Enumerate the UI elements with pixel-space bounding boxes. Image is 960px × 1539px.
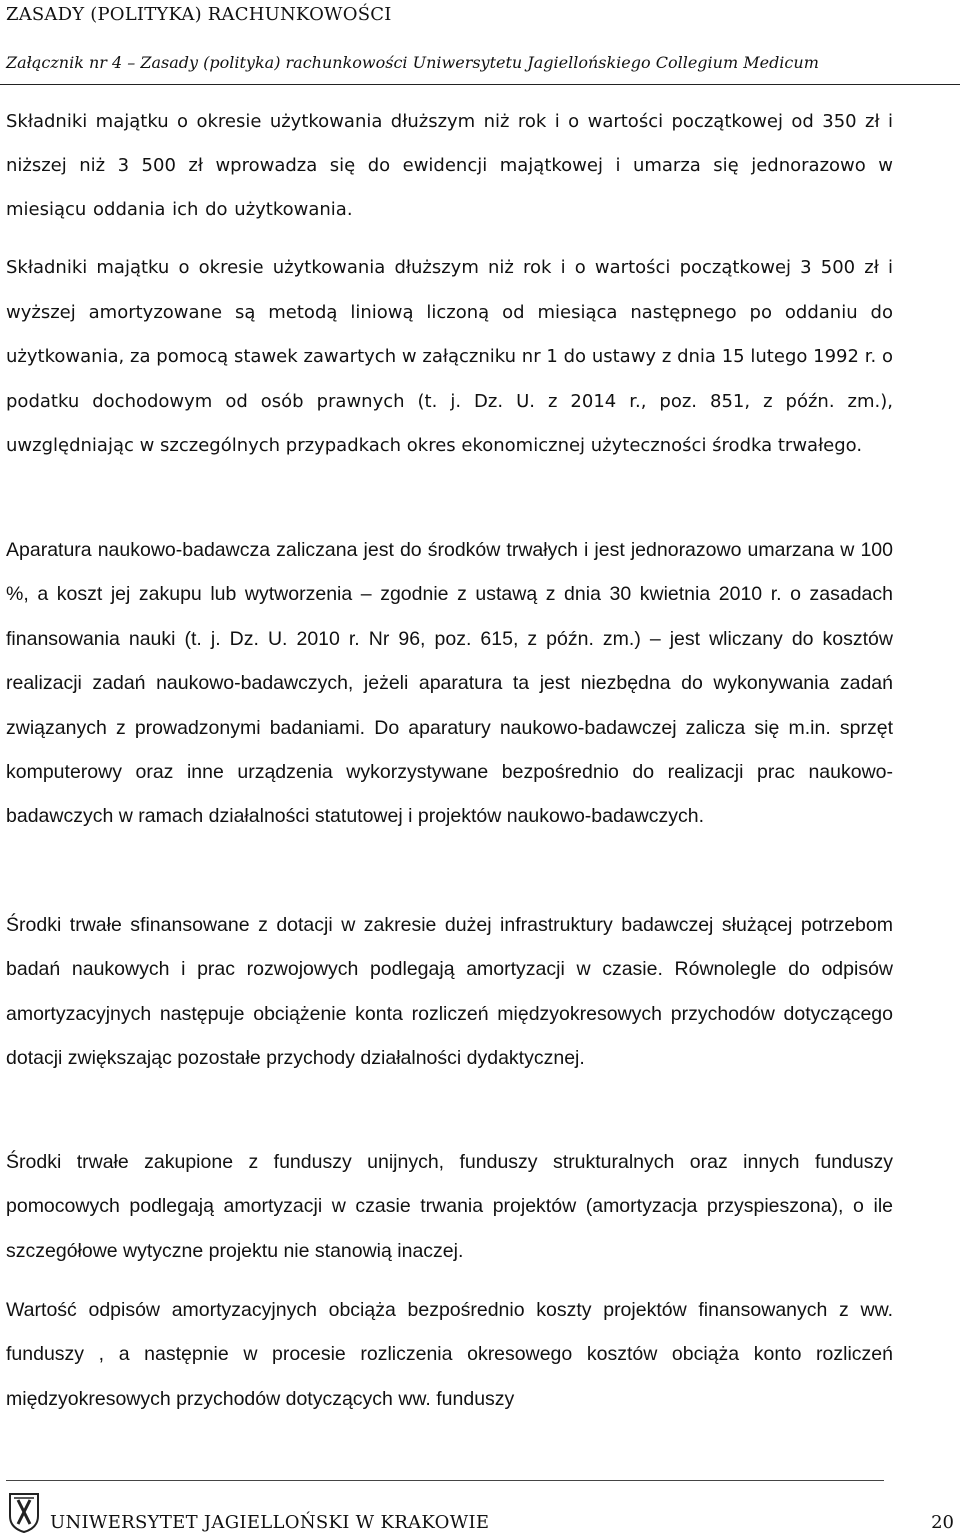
university-crest-icon [6,1490,42,1534]
paragraph-grant-funded-assets: Środki trwałe sfinansowane z dotacji w zakresie dużej infrastruktury badawczej służącej potrzebom badań naukowych i prac rozwojowych podlegają amortyzacji w czasie. Równolegle do odpisów amortyzacyjnych następuje obciążenie konta rozliczeń międzyokresowych przychodów dotyczącego dotacji zwiększając pozostałe przychody działalności dydaktycznej. [6,914,893,1070]
paragraph-depreciation-charges: Wartość odpisów amortyzacyjnych obciąża bezpośrednio koszty projektów finansowanych z ww. funduszy , a następnie w procesie rozliczenia okresowego kosztów obciąża konto rozliczeń międzyokresowych przychodów dotyczących ww. funduszy [6,1299,893,1410]
paragraph-eu-funded-assets: Środki trwałe zakupione z funduszy unijnych, funduszy strukturalnych oraz innych funduszy pomocowych podlegają amortyzacji w czasie trwania projektów (amortyzacja przyspieszona), o ile szczegółowe wytyczne projektu nie stanowią inaczej. [6,1151,893,1262]
paragraph-low-value-assets: Składniki majątku o okresie użytkowania dłuższym niż rok i o wartości początkowej od 350 zł i niższej niż 3 500 zł wprowadza się do ewidencji majątkowej i umarza się jednorazowo w miesiącu oddania ich do użytkowania. [6,111,893,220]
paragraph-depreciation-method: Składniki majątku o okresie użytkowania dłuższym niż rok i o wartości początkowej 3 500 zł i wyższej amortyzowane są metodą liniową liczoną od miesiąca następnego po oddaniu do użytkowania, za pomocą stawek zawartych w załączniku nr 1 do ustawy z dnia 15 lutego 1992 r. o podatku dochodowym od osób prawnych (t. j. Dz. U. z 2014 r., poz. 851, z późn. zm.), uwzględniając w szczególnych przypadkach okres ekonomicznej użyteczności środka trwałego. [6,257,893,456]
header-divider [0,84,960,85]
footer-divider [6,1480,884,1481]
footer-university-name: UNIWERSYTET JAGIELLOŃSKI W KRAKOWIE [50,1512,490,1533]
page-number: 20 [931,1512,954,1533]
paragraph-research-equipment: Aparatura naukowo-badawcza zaliczana jest do środków trwałych i jest jednorazowo umarzana w 100 %, a koszt jej zakupu lub wytworzenia – zgodnie z ustawą z dnia 30 kwietnia 2010 r. o zasadach finansowania nauki (t. j. Dz. U. 2010 r. Nr 96, poz. 615, z późn. zm.) – jest wliczany do kosztów realizacji zadań naukowo-badawczych, jeżeli aparatura ta jest niezbędna do wykonywania zadań związanych z prowadzonymi badaniami. Do aparatury naukowo-badawczej zalicza się m.in. sprzęt komputerowy oraz inne urządzenia wykorzystywane bezpośrednio do realizacji prac naukowo-badawczych w ramach działalności statutowej i projektów naukowo-badawczych. [6,539,893,828]
header-title: ZASADY (POLITYKA) RACHUNKOWOŚCI [6,4,392,25]
header-subtitle: Załącznik nr 4 – Zasady (polityka) rachunkowości Uniwersytetu Jagiellońskiego Collegium Medicum [6,53,819,72]
